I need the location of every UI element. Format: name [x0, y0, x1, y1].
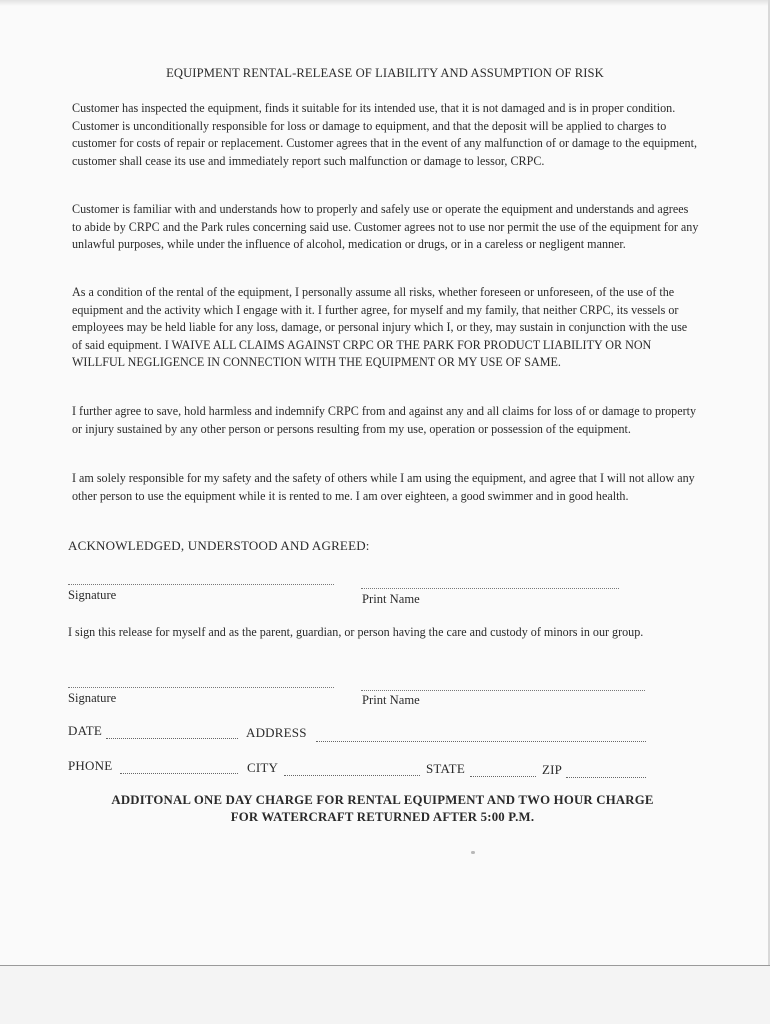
document-title: EQUIPMENT RENTAL-RELEASE OF LIABILITY AND ASSUMPTION OF RISK [166, 66, 604, 80]
guardian-statement: I sign this release for myself and as the parent, guardian, or person having the care and custody of minors in our group. [68, 625, 644, 639]
notice-line-1: ADDITONAL ONE DAY CHARGE FOR RENTAL EQUIPMENT AND TWO HOUR CHARGE [111, 793, 654, 807]
zip-field[interactable] [566, 777, 646, 778]
print-name-line-1[interactable] [361, 588, 619, 589]
paragraph-indemnify: I further agree to save, hold harmless and indemnify CRPC from and against any and all claims for loss of or damage to property or injury sustained by any other person or persons resulting from my use, operation or possession of the equipment. [72, 404, 697, 436]
paragraph-inspection: Customer has inspected the equipment, finds it suitable for its intended use, that it is not damaged and is in proper condition. Customer is unconditionally responsible for loss or damage to equipment, and that the deposit will be applied to charges to customer for costs of repair or replacement. Customer agrees that in the event of any malfunction of or damage to the equipment, customer shall cease its use and immediately report such malfunction or damage to lessor, CRPC. [72, 101, 697, 168]
late-return-notice [60, 792, 705, 826]
scan-speck [471, 851, 475, 854]
city-field[interactable] [284, 775, 420, 776]
signature-line-1[interactable] [68, 584, 334, 585]
signature-label-2: Signature [68, 691, 117, 705]
date-field[interactable] [106, 738, 238, 739]
acknowledgement-heading: ACKNOWLEDGED, UNDERSTOOD AND AGREED: [68, 538, 370, 553]
phone-field[interactable] [120, 773, 238, 774]
address-label: ADDRESS [246, 725, 307, 740]
address-field[interactable] [316, 741, 646, 742]
state-label: STATE [426, 761, 465, 776]
scan-top-shadow [0, 0, 770, 6]
zip-label: ZIP [542, 762, 563, 777]
state-field[interactable] [470, 776, 536, 777]
paragraph-assumption-of-risk: As a condition of the rental of the equipment, I personally assume all risks, whether foreseen or unforeseen, of the use of the equipment and the activity which I engage with it. I further agree, for myself and my family, that neither CRPC, its vessels or employees may be held liable for any loss, damage, or personal injury which I, or they, may sustain in conjunction with the use of said equipment. I WAIVE ALL CLAIMS AGAINST CRPC OR THE PARK FOR PRODUCT LIABILITY OR NON WILLFUL NEGLIGENCE IN CONNECTION WITH THE EQUIPMENT OR MY USE OF SAME. [72, 285, 688, 370]
paragraph-responsibility: I am solely responsible for my safety and the safety of others while I am using the equipment, and agree that I will not allow any other person to use the equipment while it is rented to me. I am over eighteen, a good swimmer and in good health. [72, 471, 695, 503]
date-label: DATE [68, 723, 103, 738]
print-name-label-2: Print Name [362, 693, 420, 707]
print-name-label-1: Print Name [362, 592, 420, 606]
print-name-line-2[interactable] [361, 690, 645, 691]
signature-line-2[interactable] [68, 687, 334, 688]
scan-bottom-margin [0, 965, 770, 1024]
phone-label: PHONE [68, 758, 113, 773]
city-label: CITY [247, 760, 279, 775]
signature-label-1: Signature [68, 588, 117, 602]
notice-line-2: FOR WATERCRAFT RETURNED AFTER 5:00 P.M. [230, 810, 535, 824]
paragraph-familiarity: Customer is familiar with and understands how to properly and safely use or operate the equipment and understands and agrees to abide by CRPC and the Park rules concerning said use. Customer agrees not to use nor permit the use of the equipment for any unlawful purposes, while under the influence of alcohol, medication or drugs, or in a careless or negligent manner. [72, 202, 699, 252]
